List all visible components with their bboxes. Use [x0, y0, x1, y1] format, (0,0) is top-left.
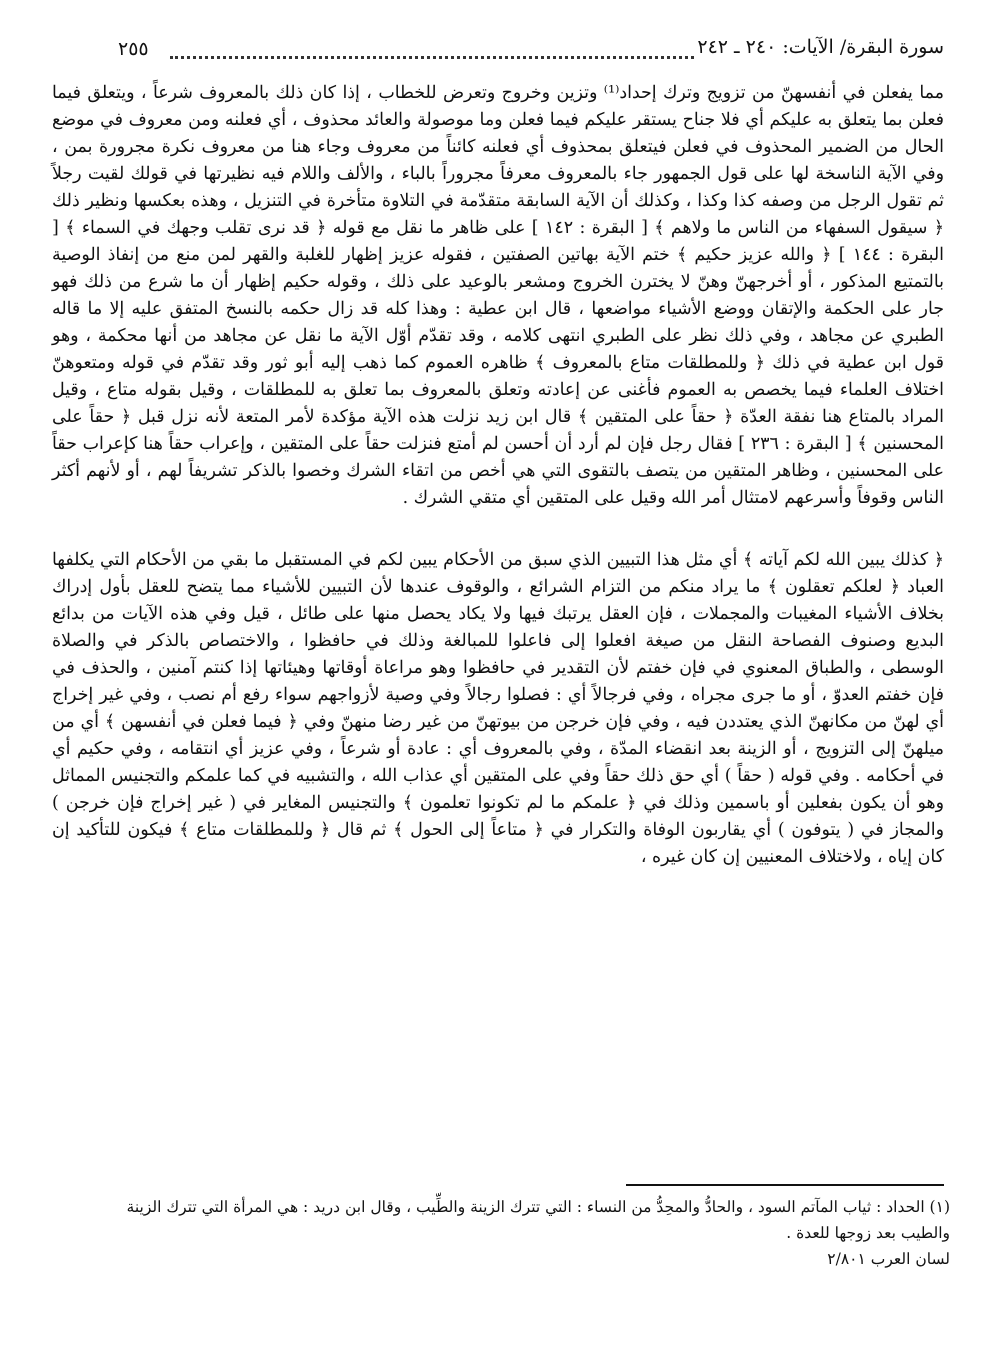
page-number: ٢٥٥: [118, 38, 149, 60]
running-title: سورة البقرة/ الآيات: ٢٤٠ ـ ٢٤٢: [697, 36, 944, 58]
body-paragraph: مما يفعلن في أنفسهنّ من تزويج وترك إحداد⁽¹⁾ وتزين وخروج وتعرض للخطاب ، إذا كان ذلك بالمعروف شرعاً ، ويتعلق فيما فعلن بما يتعلق به عليكم أي فلا جناح يستقر عليكم فيما فعلن وما موصولة والعائد محذوف ، أي فعلنه ومن معروف في موضع الحال من الضمير المحذوف في فعلن فيتعلق بمحذوف أي فعلنه كائناً من معروف وجاء هنا من معروف نكرة مجرورة بمن ، وفي الآية الناسخة لها على قول الجمهور جاء بالمعروف معرفاً مجروراً بالباء ، والألف واللام فيه نظيرتها في قولك لقيت رجلاً ثم تقول الرجل من وصفه كذا وكذا ، وكذلك أن الآية السابقة متقدّمة في التلاوة متأخرة في التنزيل ، وهذه بعكسها ونظير ذلك ﴿ سيقول السفهاء من الناس ما ولاهم ﴾ [ البقرة : ١٤٢ ] على ظاهر ما نقل مع قوله ﴿ قد نرى تقلب وجهك في السماء ﴾ [ البقرة : ١٤٤ ] ﴿ والله عزيز حكيم ﴾ ختم الآية بهاتين الصفتين ، فقوله عزيز إظهار للغلبة والقهر لمن منع من إنفاذ الوصية بالتمتيع المذكور ، أو أخرجهنّ وهنّ لا يخترن الخروج ومشعر بالوعيد على ذلك ، وقوله حكيم إظهار أن ما شرع من ذلك فهو جار على الحكمة والإتقان ووضع الأشياء مواضعها ، قال ابن عطية : وهذا كله قد زال حكمه بالنسخ المتفق عليه إلا ما قاله الطبري عن مجاهد ، وفي ذلك نظر على الطبري انتهى كلامه ، وقد تقدّم أوّل الآية ما نقل عن مجاهد من أنها محكمة ، وهو قول ابن عطية في ذلك ﴿ وللمطلقات متاع بالمعروف ﴾ ظاهره العموم كما ذهب إليه أبو ثور وقد تقدّم في قوله ومتعوهنّ اختلاف العلماء فيما يخصص به العموم فأغنى عن إعادته وتعلق بالمعروف بما تعلق به للمطلقات ، وقيل بقوله متاع ، وقيل المراد بالمتاع هنا نفقة العدّة ﴿ حقاً على المتقين ﴾ قال ابن زيد نزلت هذه الآية مؤكدة لأمر المتعة لأنه نزل قبل ﴿ حقاً على المحسنين ﴾ [ البقرة : ٢٣٦ ] فقال رجل فإن لم أرد أن أحسن لم أمتع فنزلت حقاً على المتقين ، وإعراب حقاً هنا كإعراب حقاً على المحسنين ، وظاهر المتقين من يتصف بالتقوى التي هي أخص من اتقاء الشرك وخصوا بالذكر تشريفاً لهم ، أو لأنهم أكثر الناس وقوفاً وأسرعهم لامتثال أمر الله وقيل على المتقين أي متقي الشرك .: [52, 83, 945, 508]
footnotes-section: [100, 1194, 950, 1272]
body-paragraph: ﴿ كذلك يبين الله لكم آياته ﴾ أي مثل هذا التبيين الذي سبق من الأحكام يبين لكم في المستقبل ما بقي من الأحكام التي يكلفها العباد ﴿ لعلكم تعقلون ﴾ ما يراد منكم من التزام الشرائع ، والوقوف عندها لأن التبيين للأشياء مما يتضح للعقل بأول إدراك بخلاف الأشياء المغيبات والمجملات ، فإن العقل يرتبك فيها ولا يكاد يحصل منها على طائل ، قيل وفي هذه الآيات من بدائع البديع وصنوف الفصاحة النقل من صيغة افعلوا إلى فاعلوا للمبالغة وذلك في حافظوا ، والاختصاص بالذكر في والصلاة الوسطى ، والطباق المعنوي في فإن خفتم لأن التقدير في حافظوا وهو مراعاة أوقاتها وهيئاتها إذا كنتم آمنين ، والحذف في فإن خفتم العدوّ ، أو ما جرى مجراه ، وفي فرجالاً أي : فصلوا رجالاً وفي وصية لأزواجهم سواء رفع أم نصب ، وفي غير إخراج أي لهنّ من مكانهنّ الذي يعتددن فيه ، وفي فإن خرجن من بيوتهنّ من غير رضا منهنّ وفي ﴿ فيما فعلن في أنفسهن ﴾ أي من ميلهنّ إلى التزويج ، أو الزينة بعد انقضاء المدّة ، وفي بالمعروف أي : عادة أو شرعاً ، وفي عزيز أي انتقامه ، وفي حكيم أي في أحكامه . وفي قوله ( حقاً ) أي حق ذلك حقاً وفي على المتقين أي عذاب الله ، والتشبيه في كما علمكم والتجنيس المماثل وهو أن يكون بفعلين أو باسمين وذلك في ﴿ علمكم ما لم تكونوا تعلمون ﴾ والتجنيس المغاير في ( غير إخراج فإن خرجن ) والمجاز في ( يتوفون ) أي يقاربون الوفاة والتكرار في ﴿ متاعاً إلى الحول ﴾ ثم قال ﴿ وللمطلقات متاع ﴾ فيكون للتأكيد إن كان إياه ، ولاختلاف المعنيين إن كان غيره ،: [52, 550, 944, 867]
footnote-source: لسان العرب ٢/٨٠١: [827, 1250, 950, 1268]
footnote-separator: [626, 1184, 944, 1186]
footnote-1: (١) الحداد : ثياب المآتم السود ، والحادُّ والمحِدُّ من النساء : التي تترك الزينة والطِّيب ، وقال ابن دريد : هي المرأة التي تترك الزينة والطيب بعد زوجها للعدة .: [126, 1198, 950, 1242]
header-dotted-leader: [170, 56, 694, 59]
page-header: [118, 34, 944, 68]
main-text-column: [52, 80, 944, 871]
paragraph-spacer: [52, 512, 944, 547]
